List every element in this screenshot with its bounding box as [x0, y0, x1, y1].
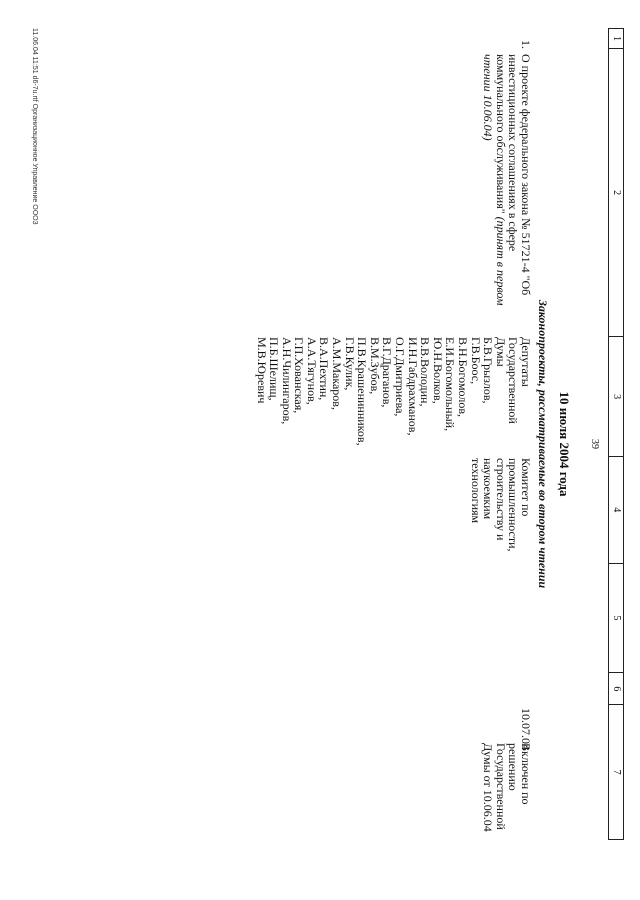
rotated-page-content: [8, 14, 628, 874]
initiator-line: О.Г.Дмитриева,: [393, 337, 408, 417]
bill-title-text: О проекте федерального закона № 51721-4 "Об инвестиционных соглашениях в сфере коммунального обслуживания": [493, 54, 533, 296]
initiator-line: В.Г.Драганов,: [380, 337, 395, 408]
column-number: 7: [609, 704, 623, 839]
initiator-line: Г.В.Боос,: [468, 337, 483, 385]
page-number: 39: [589, 439, 600, 449]
consideration-date: 10.07.04: [519, 708, 533, 750]
initiator-line: А.М.Макаров,: [330, 337, 345, 410]
initiator-line: М.В.Юревич: [254, 337, 269, 404]
bill-title-note: (принят в первом чтении 10.06.04): [481, 54, 508, 306]
note: [482, 743, 532, 873]
column-number: 3: [609, 336, 623, 456]
committee-line: промышленности,: [506, 458, 521, 552]
committee-line: Комитет по: [519, 458, 533, 517]
committee-line: наукоемким: [481, 458, 496, 520]
initiator-line: В.В.Володин,: [418, 337, 433, 407]
section-heading: Законопроекты, рассматриваемые во втором чтении: [536, 299, 550, 589]
initiator-line: П.В.Крашенинников,: [355, 337, 370, 446]
initiator-line: Б.В.Грызлов,: [481, 337, 496, 404]
note-line: Государственной: [493, 743, 508, 830]
column-number: 6: [609, 672, 623, 704]
initiator-line: Г.П.Хованская,: [292, 337, 307, 414]
column-number-header: [608, 28, 624, 840]
initiator-line: И.Н.Габдрахманов,: [405, 337, 420, 436]
initiator-line: В.А.Пехтин,: [317, 337, 332, 401]
initiator-line: В.М.Зубов,: [367, 337, 382, 395]
column-number: 1: [611, 35, 622, 41]
initiator-line: Е.И.Богомольный,: [443, 337, 458, 432]
initiator-line: В.Н.Богомолов,: [456, 337, 471, 418]
footer-text: 11.06.04 11:51 d6-7u.rtf Организационное Управление ООО3: [31, 28, 38, 225]
initiator-line: Ю.Н.Волков,: [430, 337, 445, 404]
initiator-line: Государственной: [506, 337, 521, 424]
date-heading: 10 июля 2004 года: [557, 391, 572, 497]
initiator-line: А.А.Тягунов,: [304, 337, 319, 405]
column-number: 4: [609, 456, 623, 563]
responsible-committee: [469, 458, 532, 568]
initiator-line: Думы: [493, 337, 508, 367]
initiator-line: Депутаты: [519, 337, 533, 387]
note-line: Включен по: [519, 743, 533, 805]
item-number: 1.: [519, 40, 533, 49]
initiators-list: [255, 337, 532, 455]
committee-line: строительству и: [493, 458, 508, 541]
column-number: 2: [609, 48, 623, 336]
note-line: решению: [506, 743, 521, 791]
column-number: 5: [609, 563, 623, 673]
bill-title: [482, 54, 532, 314]
initiator-line: А.Н.Чилингаров,: [279, 337, 294, 425]
committee-line: технологиям: [468, 458, 483, 524]
initiator-line: П.Б.Шелищ,: [267, 337, 282, 401]
note-line: Думы от 10.06.04: [481, 743, 496, 832]
initiator-line: Г.В.Кулик,: [342, 337, 357, 391]
